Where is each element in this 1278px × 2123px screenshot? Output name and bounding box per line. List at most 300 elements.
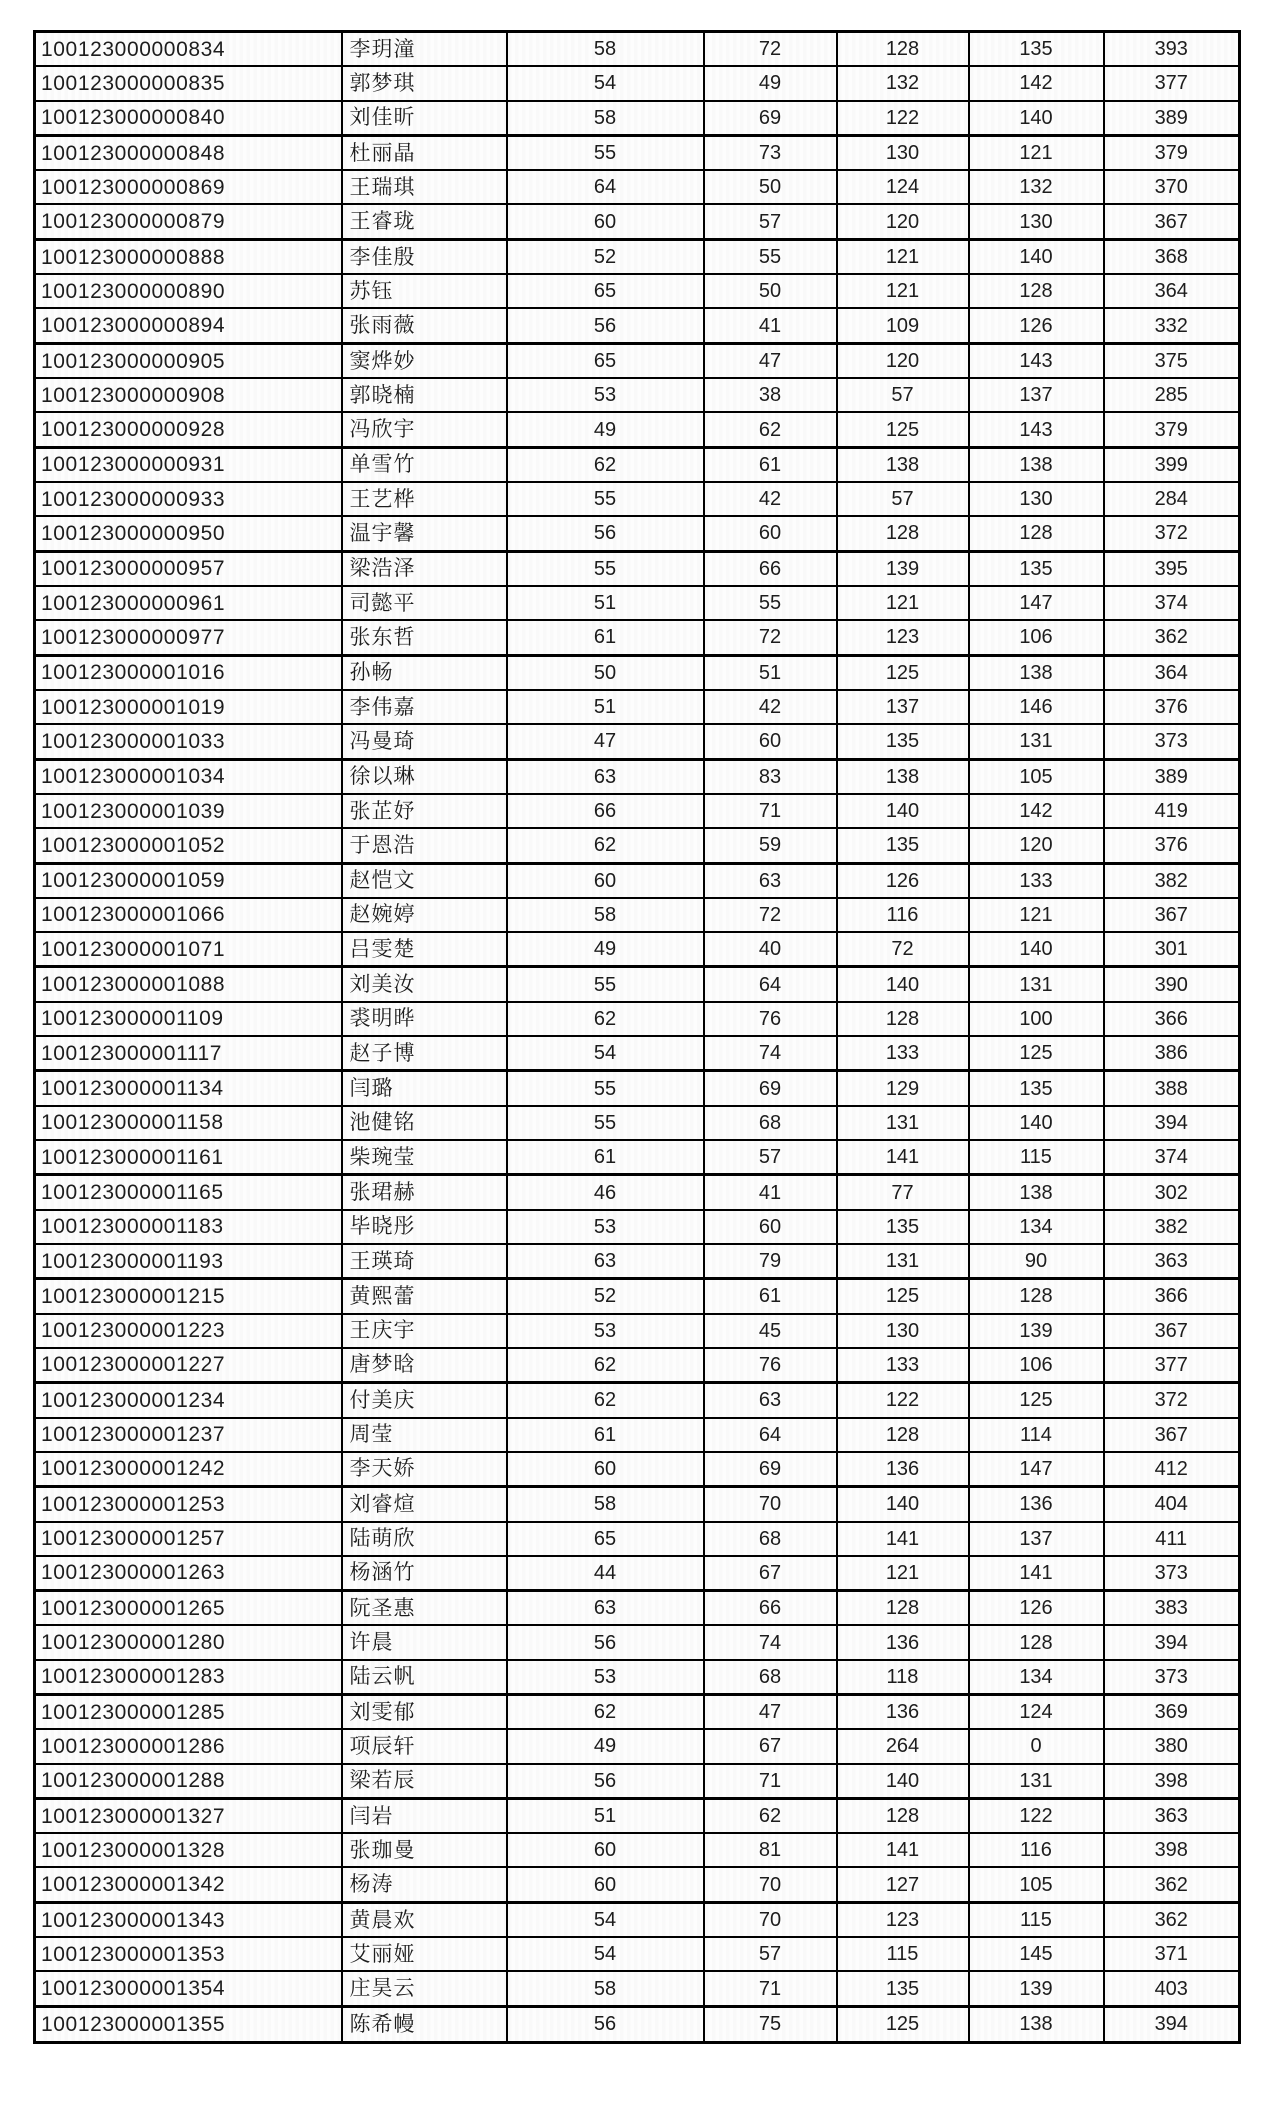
candidate-id-cell: 100123000001237	[35, 1418, 342, 1452]
candidate-name-cell: 张芷妤	[342, 794, 507, 828]
candidate-name-cell: 刘睿煊	[342, 1487, 507, 1522]
total-score-cell: 366	[1104, 1002, 1240, 1036]
table-row	[35, 66, 1240, 100]
total-score-cell: 411	[1104, 1522, 1240, 1556]
score-2-cell: 67	[704, 1729, 837, 1763]
score-1-cell: 61	[507, 1140, 704, 1175]
score-1-cell: 65	[507, 1522, 704, 1556]
total-score-cell: 374	[1104, 586, 1240, 620]
total-score-cell: 379	[1104, 135, 1240, 170]
table-row	[35, 1660, 1240, 1695]
candidate-id-cell: 100123000001253	[35, 1487, 342, 1522]
candidate-id-cell: 100123000001353	[35, 1937, 342, 1971]
total-score-cell: 373	[1104, 1660, 1240, 1695]
table-row	[35, 794, 1240, 828]
score-1-cell: 55	[507, 551, 704, 586]
candidate-name-cell: 毕晓彤	[342, 1210, 507, 1244]
total-score-cell: 302	[1104, 1175, 1240, 1210]
score-4-cell: 131	[969, 967, 1104, 1002]
candidate-name-cell: 苏钰	[342, 274, 507, 308]
score-2-cell: 50	[704, 274, 837, 308]
score-4-cell: 121	[969, 898, 1104, 932]
score-1-cell: 55	[507, 135, 704, 170]
score-4-cell: 138	[969, 655, 1104, 690]
table-row	[35, 1556, 1240, 1591]
table-row	[35, 967, 1240, 1002]
score-3-cell: 131	[837, 1244, 969, 1279]
candidate-name-cell: 刘雯郁	[342, 1695, 507, 1730]
total-score-cell: 372	[1104, 516, 1240, 551]
score-4-cell: 115	[969, 1140, 1104, 1175]
score-4-cell: 131	[969, 1764, 1104, 1799]
candidate-id-cell: 100123000001215	[35, 1279, 342, 1314]
candidate-id-cell: 100123000000933	[35, 482, 342, 516]
total-score-cell: 367	[1104, 204, 1240, 239]
total-score-cell: 379	[1104, 412, 1240, 447]
candidate-name-cell: 冯曼琦	[342, 724, 507, 759]
score-4-cell: 122	[969, 1798, 1104, 1833]
total-score-cell: 366	[1104, 1279, 1240, 1314]
score-2-cell: 72	[704, 898, 837, 932]
table-row	[35, 863, 1240, 898]
score-3-cell: 120	[837, 343, 969, 378]
candidate-id-cell: 100123000001158	[35, 1106, 342, 1140]
candidate-id-cell: 100123000001283	[35, 1660, 342, 1695]
total-score-cell: 399	[1104, 447, 1240, 482]
score-3-cell: 130	[837, 135, 969, 170]
score-2-cell: 70	[704, 1867, 837, 1902]
candidate-id-cell: 100123000001355	[35, 2006, 342, 2042]
table-row	[35, 586, 1240, 620]
score-1-cell: 60	[507, 1867, 704, 1902]
score-4-cell: 147	[969, 1452, 1104, 1487]
score-3-cell: 123	[837, 1902, 969, 1937]
score-table-body	[35, 32, 1240, 2043]
score-3-cell: 57	[837, 482, 969, 516]
score-2-cell: 55	[704, 239, 837, 274]
table-row	[35, 135, 1240, 170]
score-3-cell: 132	[837, 66, 969, 100]
total-score-cell: 394	[1104, 1106, 1240, 1140]
candidate-name-cell: 许晨	[342, 1625, 507, 1659]
candidate-name-cell: 阮圣惠	[342, 1591, 507, 1626]
candidate-id-cell: 100123000000957	[35, 551, 342, 586]
score-1-cell: 55	[507, 1071, 704, 1106]
total-score-cell: 374	[1104, 1140, 1240, 1175]
score-3-cell: 122	[837, 1383, 969, 1418]
total-score-cell: 363	[1104, 1798, 1240, 1833]
candidate-id-cell: 100123000001033	[35, 724, 342, 759]
candidate-id-cell: 100123000000834	[35, 32, 342, 67]
score-4-cell: 140	[969, 101, 1104, 136]
total-score-cell: 332	[1104, 308, 1240, 343]
score-3-cell: 128	[837, 1002, 969, 1036]
score-2-cell: 74	[704, 1625, 837, 1659]
candidate-name-cell: 张珺赫	[342, 1175, 507, 1210]
candidate-id-cell: 100123000001134	[35, 1071, 342, 1106]
score-1-cell: 58	[507, 101, 704, 136]
score-3-cell: 72	[837, 932, 969, 967]
score-4-cell: 147	[969, 586, 1104, 620]
total-score-cell: 370	[1104, 170, 1240, 204]
score-3-cell: 125	[837, 655, 969, 690]
score-4-cell: 115	[969, 1902, 1104, 1937]
score-4-cell: 125	[969, 1383, 1104, 1418]
candidate-id-cell: 100123000000905	[35, 343, 342, 378]
candidate-name-cell: 赵恺文	[342, 863, 507, 898]
score-2-cell: 66	[704, 551, 837, 586]
score-3-cell: 57	[837, 378, 969, 412]
score-4-cell: 143	[969, 343, 1104, 378]
candidate-name-cell: 李佳殷	[342, 239, 507, 274]
score-2-cell: 72	[704, 32, 837, 67]
table-row	[35, 1279, 1240, 1314]
score-1-cell: 56	[507, 1625, 704, 1659]
total-score-cell: 373	[1104, 1556, 1240, 1591]
candidate-name-cell: 杜丽晶	[342, 135, 507, 170]
table-row	[35, 1729, 1240, 1763]
score-2-cell: 57	[704, 204, 837, 239]
candidate-id-cell: 100123000001354	[35, 1971, 342, 2006]
table-row	[35, 1244, 1240, 1279]
score-1-cell: 54	[507, 1036, 704, 1071]
score-4-cell: 105	[969, 759, 1104, 794]
candidate-id-cell: 100123000000950	[35, 516, 342, 551]
score-3-cell: 131	[837, 1106, 969, 1140]
table-row	[35, 1867, 1240, 1902]
total-score-cell: 376	[1104, 828, 1240, 863]
total-score-cell: 367	[1104, 898, 1240, 932]
candidate-name-cell: 陆云帆	[342, 1660, 507, 1695]
score-4-cell: 145	[969, 1937, 1104, 1971]
total-score-cell: 369	[1104, 1695, 1240, 1730]
score-3-cell: 121	[837, 586, 969, 620]
table-row	[35, 1348, 1240, 1383]
table-row	[35, 1695, 1240, 1730]
score-1-cell: 58	[507, 1971, 704, 2006]
score-2-cell: 70	[704, 1487, 837, 1522]
score-2-cell: 69	[704, 1071, 837, 1106]
score-2-cell: 42	[704, 482, 837, 516]
candidate-name-cell: 闫岩	[342, 1798, 507, 1833]
candidate-name-cell: 杨涛	[342, 1867, 507, 1902]
score-1-cell: 63	[507, 1244, 704, 1279]
score-3-cell: 140	[837, 794, 969, 828]
candidate-name-cell: 郭晓楠	[342, 378, 507, 412]
score-3-cell: 141	[837, 1140, 969, 1175]
score-1-cell: 50	[507, 655, 704, 690]
score-3-cell: 120	[837, 204, 969, 239]
candidate-id-cell: 100123000000879	[35, 204, 342, 239]
candidate-name-cell: 杨涵竹	[342, 1556, 507, 1591]
score-3-cell: 109	[837, 308, 969, 343]
total-score-cell: 362	[1104, 1867, 1240, 1902]
candidate-id-cell: 100123000001039	[35, 794, 342, 828]
table-row	[35, 1591, 1240, 1626]
score-4-cell: 100	[969, 1002, 1104, 1036]
score-3-cell: 133	[837, 1036, 969, 1071]
score-2-cell: 60	[704, 516, 837, 551]
score-3-cell: 138	[837, 447, 969, 482]
candidate-name-cell: 吕雯楚	[342, 932, 507, 967]
score-2-cell: 62	[704, 1798, 837, 1833]
score-3-cell: 128	[837, 1798, 969, 1833]
score-1-cell: 62	[507, 1383, 704, 1418]
score-4-cell: 126	[969, 1591, 1104, 1626]
table-row	[35, 516, 1240, 551]
score-1-cell: 61	[507, 1418, 704, 1452]
score-4-cell: 90	[969, 1244, 1104, 1279]
score-1-cell: 61	[507, 620, 704, 655]
score-2-cell: 61	[704, 447, 837, 482]
score-2-cell: 60	[704, 1210, 837, 1244]
score-2-cell: 83	[704, 759, 837, 794]
table-row	[35, 1140, 1240, 1175]
score-4-cell: 140	[969, 932, 1104, 967]
candidate-id-cell: 100123000001117	[35, 1036, 342, 1071]
candidate-id-cell: 100123000001242	[35, 1452, 342, 1487]
score-4-cell: 130	[969, 204, 1104, 239]
candidate-id-cell: 100123000000931	[35, 447, 342, 482]
candidate-id-cell: 100123000001059	[35, 863, 342, 898]
table-row	[35, 482, 1240, 516]
score-2-cell: 66	[704, 1591, 837, 1626]
table-row	[35, 1833, 1240, 1867]
total-score-cell: 403	[1104, 1971, 1240, 2006]
table-row	[35, 828, 1240, 863]
candidate-name-cell: 司懿平	[342, 586, 507, 620]
score-2-cell: 71	[704, 1971, 837, 2006]
score-2-cell: 40	[704, 932, 837, 967]
score-1-cell: 53	[507, 1314, 704, 1348]
score-2-cell: 73	[704, 135, 837, 170]
total-score-cell: 380	[1104, 1729, 1240, 1763]
score-1-cell: 49	[507, 412, 704, 447]
score-1-cell: 56	[507, 1764, 704, 1799]
candidate-name-cell: 李伟嘉	[342, 690, 507, 724]
total-score-cell: 367	[1104, 1418, 1240, 1452]
total-score-cell: 398	[1104, 1764, 1240, 1799]
score-2-cell: 41	[704, 308, 837, 343]
score-1-cell: 60	[507, 1833, 704, 1867]
candidate-name-cell: 张珈曼	[342, 1833, 507, 1867]
score-1-cell: 65	[507, 343, 704, 378]
candidate-id-cell: 100123000001234	[35, 1383, 342, 1418]
table-row	[35, 932, 1240, 967]
score-3-cell: 136	[837, 1625, 969, 1659]
score-1-cell: 52	[507, 1279, 704, 1314]
score-2-cell: 60	[704, 724, 837, 759]
candidate-id-cell: 100123000001193	[35, 1244, 342, 1279]
score-1-cell: 62	[507, 447, 704, 482]
score-table	[33, 30, 1241, 2044]
candidate-name-cell: 艾丽娅	[342, 1937, 507, 1971]
table-row	[35, 447, 1240, 482]
score-4-cell: 134	[969, 1210, 1104, 1244]
total-score-cell: 390	[1104, 967, 1240, 1002]
candidate-name-cell: 郭梦琪	[342, 66, 507, 100]
score-2-cell: 71	[704, 794, 837, 828]
score-4-cell: 121	[969, 135, 1104, 170]
score-3-cell: 140	[837, 967, 969, 1002]
table-row	[35, 1798, 1240, 1833]
total-score-cell: 368	[1104, 239, 1240, 274]
score-2-cell: 69	[704, 101, 837, 136]
score-2-cell: 62	[704, 412, 837, 447]
total-score-cell: 394	[1104, 2006, 1240, 2042]
candidate-name-cell: 黄熙蕾	[342, 1279, 507, 1314]
table-row	[35, 1383, 1240, 1418]
score-3-cell: 125	[837, 412, 969, 447]
candidate-name-cell: 裘明晔	[342, 1002, 507, 1036]
score-3-cell: 133	[837, 1348, 969, 1383]
total-score-cell: 395	[1104, 551, 1240, 586]
candidate-id-cell: 100123000000848	[35, 135, 342, 170]
table-row	[35, 378, 1240, 412]
score-3-cell: 122	[837, 101, 969, 136]
score-4-cell: 138	[969, 2006, 1104, 2042]
candidate-id-cell: 100123000001227	[35, 1348, 342, 1383]
score-2-cell: 81	[704, 1833, 837, 1867]
total-score-cell: 362	[1104, 620, 1240, 655]
score-3-cell: 136	[837, 1695, 969, 1730]
candidate-id-cell: 100123000001342	[35, 1867, 342, 1902]
score-3-cell: 135	[837, 1971, 969, 2006]
candidate-id-cell: 100123000001066	[35, 898, 342, 932]
candidate-id-cell: 100123000001071	[35, 932, 342, 967]
score-3-cell: 138	[837, 759, 969, 794]
score-1-cell: 58	[507, 1487, 704, 1522]
score-2-cell: 68	[704, 1106, 837, 1140]
table-row	[35, 204, 1240, 239]
candidate-id-cell: 100123000000835	[35, 66, 342, 100]
total-score-cell: 284	[1104, 482, 1240, 516]
total-score-cell: 364	[1104, 655, 1240, 690]
table-row	[35, 1522, 1240, 1556]
score-2-cell: 70	[704, 1902, 837, 1937]
score-4-cell: 135	[969, 551, 1104, 586]
score-1-cell: 62	[507, 828, 704, 863]
candidate-name-cell: 池健铭	[342, 1106, 507, 1140]
total-score-cell: 367	[1104, 1314, 1240, 1348]
score-1-cell: 58	[507, 32, 704, 67]
score-4-cell: 135	[969, 32, 1104, 67]
candidate-name-cell: 王艺桦	[342, 482, 507, 516]
score-1-cell: 55	[507, 1106, 704, 1140]
candidate-name-cell: 于恩浩	[342, 828, 507, 863]
table-row	[35, 1036, 1240, 1071]
candidate-id-cell: 100123000001263	[35, 1556, 342, 1591]
score-1-cell: 63	[507, 1591, 704, 1626]
candidate-id-cell: 100123000001165	[35, 1175, 342, 1210]
candidate-id-cell: 100123000001052	[35, 828, 342, 863]
candidate-name-cell: 梁浩泽	[342, 551, 507, 586]
score-1-cell: 53	[507, 1660, 704, 1695]
score-2-cell: 67	[704, 1556, 837, 1591]
total-score-cell: 412	[1104, 1452, 1240, 1487]
score-1-cell: 65	[507, 274, 704, 308]
candidate-id-cell: 100123000001280	[35, 1625, 342, 1659]
score-2-cell: 61	[704, 1279, 837, 1314]
score-1-cell: 55	[507, 967, 704, 1002]
score-2-cell: 71	[704, 1764, 837, 1799]
total-score-cell: 377	[1104, 66, 1240, 100]
score-2-cell: 50	[704, 170, 837, 204]
score-3-cell: 126	[837, 863, 969, 898]
score-1-cell: 63	[507, 759, 704, 794]
score-4-cell: 132	[969, 170, 1104, 204]
total-score-cell: 398	[1104, 1833, 1240, 1867]
score-4-cell: 142	[969, 794, 1104, 828]
score-2-cell: 38	[704, 378, 837, 412]
candidate-name-cell: 张东哲	[342, 620, 507, 655]
score-2-cell: 64	[704, 967, 837, 1002]
score-2-cell: 45	[704, 1314, 837, 1348]
score-2-cell: 57	[704, 1140, 837, 1175]
score-1-cell: 56	[507, 308, 704, 343]
candidate-name-cell: 刘美汝	[342, 967, 507, 1002]
candidate-name-cell: 单雪竹	[342, 447, 507, 482]
candidate-id-cell: 100123000001327	[35, 1798, 342, 1833]
score-2-cell: 55	[704, 586, 837, 620]
score-1-cell: 51	[507, 1798, 704, 1833]
score-2-cell: 59	[704, 828, 837, 863]
table-row	[35, 308, 1240, 343]
candidate-id-cell: 100123000001343	[35, 1902, 342, 1937]
score-3-cell: 125	[837, 1279, 969, 1314]
table-row	[35, 1106, 1240, 1140]
total-score-cell: 376	[1104, 690, 1240, 724]
score-4-cell: 140	[969, 239, 1104, 274]
score-1-cell: 54	[507, 66, 704, 100]
score-4-cell: 138	[969, 447, 1104, 482]
score-1-cell: 62	[507, 1002, 704, 1036]
score-1-cell: 58	[507, 898, 704, 932]
candidate-name-cell: 王庆宇	[342, 1314, 507, 1348]
candidate-name-cell: 王瑞琪	[342, 170, 507, 204]
score-3-cell: 115	[837, 1937, 969, 1971]
candidate-id-cell: 100123000001285	[35, 1695, 342, 1730]
total-score-cell: 389	[1104, 759, 1240, 794]
candidate-id-cell: 100123000001257	[35, 1522, 342, 1556]
score-4-cell: 128	[969, 1279, 1104, 1314]
score-3-cell: 139	[837, 551, 969, 586]
total-score-cell: 386	[1104, 1036, 1240, 1071]
score-4-cell: 140	[969, 1106, 1104, 1140]
table-row	[35, 1937, 1240, 1971]
candidate-id-cell: 100123000001034	[35, 759, 342, 794]
score-2-cell: 42	[704, 690, 837, 724]
table-row	[35, 724, 1240, 759]
table-row	[35, 1764, 1240, 1799]
score-2-cell: 57	[704, 1937, 837, 1971]
candidate-id-cell: 100123000001183	[35, 1210, 342, 1244]
score-1-cell: 51	[507, 586, 704, 620]
table-row	[35, 1210, 1240, 1244]
table-row	[35, 620, 1240, 655]
candidate-name-cell: 冯欣宇	[342, 412, 507, 447]
score-2-cell: 64	[704, 1418, 837, 1452]
candidate-id-cell: 100123000000961	[35, 586, 342, 620]
table-row	[35, 412, 1240, 447]
score-3-cell: 136	[837, 1452, 969, 1487]
total-score-cell: 383	[1104, 1591, 1240, 1626]
total-score-cell: 371	[1104, 1937, 1240, 1971]
candidate-name-cell: 窦烨妙	[342, 343, 507, 378]
table-row	[35, 1452, 1240, 1487]
candidate-name-cell: 王瑛琦	[342, 1244, 507, 1279]
table-row	[35, 898, 1240, 932]
